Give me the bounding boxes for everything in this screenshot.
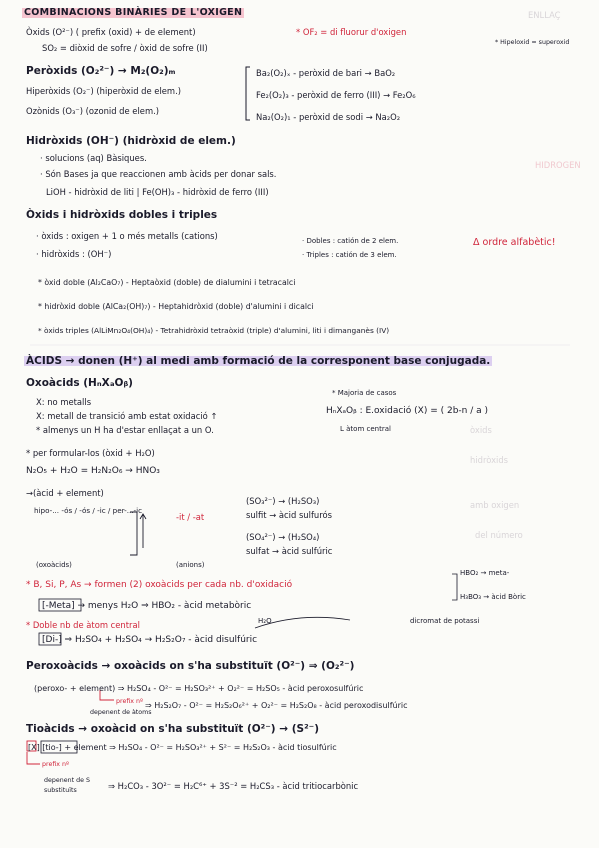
note-line: depenent de àtoms <box>90 709 152 716</box>
note-line: HₙXₐOᵦ : E.oxidació (X) = ( 2b-n / a ) <box>326 406 488 416</box>
ghost-text: hidròxids <box>470 455 509 465</box>
note-line: * OF₂ = di fluorur d'oxigen <box>296 27 407 37</box>
note-line: hipo-... -ós / -ós / -ic / per-...-ic <box>34 506 143 515</box>
note-line: Δ ordre alfabètic! <box>473 237 556 248</box>
note-line: prefix nº <box>42 761 69 768</box>
note-line: Hiperòxids (O₂⁻) (hiperòxid de elem.) <box>26 86 182 96</box>
note-line: · hidròxids : (OH⁻) <box>36 249 112 259</box>
note-line: →(àcid + element) <box>26 488 104 498</box>
note-line: Peròxids (O₂²⁻) → M₂(O₂)ₘ <box>26 65 176 77</box>
red-arrow-icon-2 <box>27 752 40 764</box>
note-line: [Di-] ⇒ H₂SO₄ + H₂SO₄ → H₂S₂O₇ - àcid disulfúric <box>42 635 258 645</box>
note-line: · Són Bases ja que reaccionen amb àcids per donar sals. <box>40 169 277 179</box>
ghost-text: amb oxigen <box>470 500 520 510</box>
note-line: (anions) <box>176 561 205 569</box>
note-line: (oxoàcids) <box>36 561 72 569</box>
note-line: HBO₂ → meta- <box>460 569 510 577</box>
note-line: * Majoria de casos <box>332 389 397 397</box>
note-line: (SO₃²⁻) → (H₂SO₃) <box>246 496 320 506</box>
note-line: * hidròxid doble (AlCa₂(OH)₇) - Heptahidròxid (doble) d'alumini i dicalci <box>38 302 314 311</box>
ghost-text: ENLLAÇ <box>528 10 561 20</box>
note-line: prefix nº <box>116 698 143 705</box>
note-line: (peroxo- + element) ⇒ H₂SO₄ - O²⁻ = H₂SO₃²⁺ + O₂²⁻ = H₂SO₅ - àcid peroxosulfúric <box>34 684 364 693</box>
note-line: * òxid doble (Al₂CaO₇) - Heptaòxid (doble) de dialumini i tetracalci <box>38 278 296 287</box>
note-line: Na₂(O₂)₁ - peròxid de sodi → Na₂O₂ <box>256 112 401 122</box>
boric-bracket <box>452 574 457 600</box>
note-line: LiOH - hidròxid de liti | Fe(OH)₃ - hidròxid de ferro (III) <box>46 187 269 197</box>
ghost-text: òxids <box>470 425 492 435</box>
note-line: * almenys un H ha d'estar enllaçat a un O. <box>36 425 214 435</box>
note-line: L àtom central <box>340 425 391 433</box>
note-line: ⇒ H₂S₂O₇ - O²⁻ = H₂S₂O₆²⁺ + O₂²⁻ = H₂S₂O₈ - àcid peroxodisulfúric <box>145 701 408 710</box>
note-line: sulfit → àcid sulfurós <box>246 510 332 520</box>
note-line: · òxids : oxigen + 1 o més metalls (cations) <box>36 231 218 241</box>
note-line: · Dobles : catión de 2 elem. <box>302 237 399 245</box>
note-line: Fe₂(O₂)₃ - peròxid de ferro (III) → Fe₂O₆ <box>256 90 416 100</box>
note-line: H₃BO₃ → àcid Bòric <box>460 593 526 601</box>
note-line: * Doble nb de àtom central <box>26 620 140 630</box>
note-line: H₂O <box>258 617 272 625</box>
note-line: Peroxoàcids → oxoàcids on s'ha substituït (O²⁻) ⇒ (O₂²⁻) <box>26 660 355 672</box>
note-line: * B, Si, P, As → formen (2) oxoàcids per cada nb. d'oxidació <box>26 580 293 590</box>
ghost-text: del número <box>475 530 523 540</box>
note-line: SO₂ = diòxid de sofre / òxid de sofre (II) <box>42 43 208 53</box>
note-line: · Triples : catión de 3 elem. <box>302 251 397 259</box>
note-line: [-Meta] → menys H₂O ⇒ HBO₂ - àcid metabòric <box>42 601 252 611</box>
note-line: Oxoàcids (HₙXₐOᵦ) <box>26 377 133 389</box>
section-heading: ÀCIDS → donen (H⁺) al medi amb formació de la corresponent base conjugada. <box>26 355 491 367</box>
note-line: N₂O₅ + H₂O = H₂N₂O₆ → HNO₃ <box>26 466 160 476</box>
suffix-bracket <box>130 512 137 555</box>
note-line: -it / -at <box>176 512 205 522</box>
note-line: substituïts <box>44 787 77 794</box>
note-line: X: metall de transició amb estat oxidació ↑ <box>36 411 218 421</box>
note-line: depenent de S <box>44 777 90 784</box>
note-line: * per formular-los (òxid + H₂O) <box>26 448 155 458</box>
note-line: Hidròxids (OH⁻) (hidròxid de elem.) <box>26 135 236 147</box>
note-line: (SO₄²⁻) → (H₂SO₄) <box>246 532 320 542</box>
note-line: ⇒ H₂CO₃ - 3O²⁻ = H₂C⁶⁺ + 3S⁻² = H₂CS₃ - àcid tritiocarbònic <box>108 781 359 791</box>
note-line: * òxids triples (AlLiMn₂O₄(OH)₄) - Tetrahidròxid tetraòxid (triple) d'alumini, liti i dimanganès (IV) <box>38 326 390 335</box>
note-line: Òxids (O²⁻) ( prefix (oxid) + de element) <box>26 27 196 37</box>
peroxide-brace <box>246 67 250 120</box>
ghost-text: HIDROGEN <box>535 160 581 170</box>
note-line: dicromat de potassi <box>410 617 480 625</box>
note-line: · solucions (aq) Bàsiques. <box>40 153 147 163</box>
note-line: sulfat → àcid sulfúric <box>246 546 333 556</box>
page-title: COMBINACIONS BINÀRIES DE L'OXIGEN <box>24 7 243 18</box>
note-line: Ozònids (O₃⁻) (ozonid de elem.) <box>26 106 160 116</box>
note-line: Òxids i hidròxids dobles i triples <box>26 209 218 221</box>
note-line: [X] [tio-] + element ⇒ H₂SO₄ - O²⁻ = H₂SO₃²⁺ + S²⁻ = H₂S₂O₃ - àcid tiosulfúric <box>28 743 337 752</box>
note-line: Tioàcids → oxoàcid on s'ha substituït (O²⁻) → (S²⁻) <box>26 723 320 735</box>
note-line: * Hipeloxid = superoxid <box>495 39 570 46</box>
note-line: X: no metalls <box>36 397 92 407</box>
note-line: Ba₂(O₂)ₓ - peròxid de bari → BaO₂ <box>256 68 396 78</box>
